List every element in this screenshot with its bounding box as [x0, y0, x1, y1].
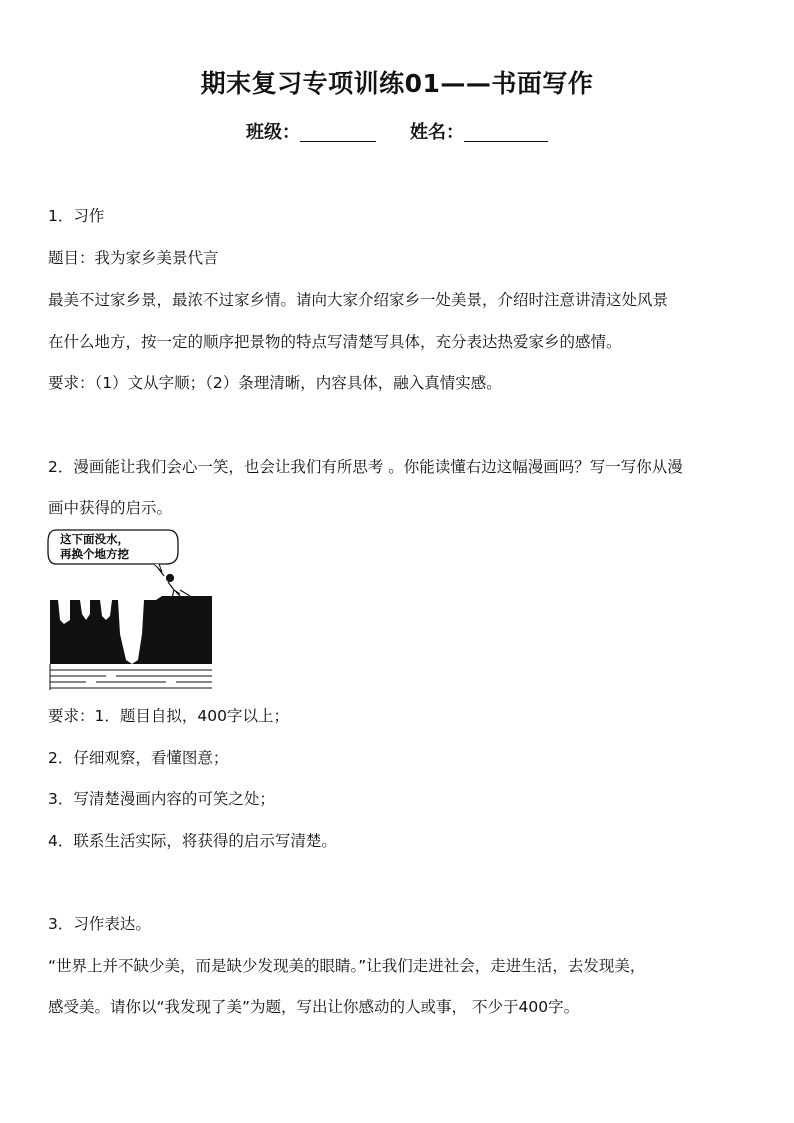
q1-requirement: 要求：（1）文从字顺；（2）条理清晰，内容具体，融入真情实感。: [48, 374, 502, 392]
water-lines: [50, 664, 212, 690]
q2-requirement-2: 2．仔细观察，看懂图意；: [48, 749, 229, 767]
q2-requirement-1: 要求：1．题目自拟，400字以上；: [48, 707, 289, 725]
q2-prompt-line-2: 画中获得的启示。: [48, 499, 173, 517]
q1-body-line-1: 最美不过家乡景，最浓不过家乡情。请向大家介绍家乡一处美景，介绍时注意讲清这处风景: [48, 291, 669, 309]
q1-topic: 题目：我为家乡美景代言: [48, 249, 219, 267]
bubble-text-1: 这下面没水，: [60, 532, 129, 546]
q2-prompt-line-1: 2．漫画能让我们会心一笑，也会让我们有所思考 。你能读懂右边这幅漫画吗？写一写你从漫: [48, 458, 683, 476]
q2-requirement-3: 3．写清楚漫画内容的可笑之处；: [48, 790, 275, 808]
q3-body-line-1: “世界上并不缺少美，而是缺少发现美的眼睛。”让我们走进社会，走进生活，去发现美，: [48, 957, 646, 975]
page-title: 期末复习专项训练01——书面写作: [200, 69, 594, 98]
q3-body-line-2: 感受美。请你以“我发现了美”为题，写出让你感动的人或事， 不少于400字。: [48, 998, 580, 1016]
class-blank[interactable]: [300, 123, 376, 142]
bubble-text-2: 再换个地方挖: [60, 547, 129, 561]
class-label: 班级：: [246, 122, 300, 143]
q2-requirement-4: 4．联系生活实际，将获得的启示写清楚。: [48, 832, 337, 850]
student-info-line: [0, 118, 794, 144]
digging-man: [158, 568, 190, 598]
q1-body-line-2: 在什么地方，按一定的顺序把景物的特点写清楚写具体，充分表达热爱家乡的感情。: [48, 333, 622, 351]
name-blank[interactable]: [464, 123, 548, 142]
name-label: 姓名：: [410, 122, 464, 143]
q1-heading: 1．习作: [48, 207, 105, 225]
q3-heading: 3．习作表达。: [48, 915, 151, 933]
comic-illustration: [46, 524, 216, 692]
ground-with-holes: [50, 596, 212, 664]
